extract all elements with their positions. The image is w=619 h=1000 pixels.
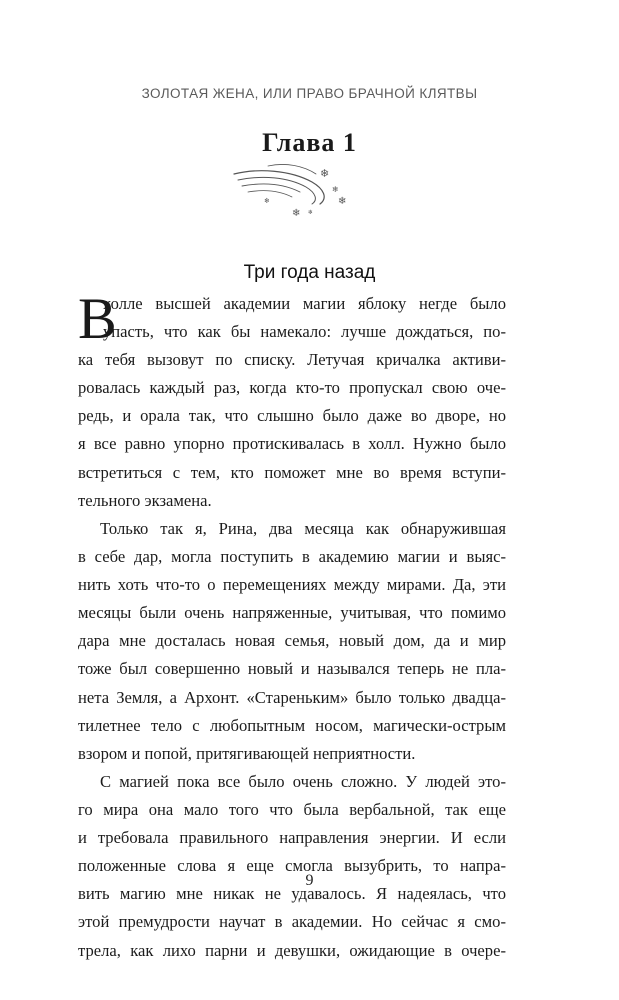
- svg-text:❄: ❄: [320, 167, 330, 180]
- swirl-ornament-icon: [228, 162, 358, 224]
- paragraph-2: [78, 515, 506, 768]
- text-line: Только так я, Рина, два месяца как обнаружившая: [100, 519, 506, 538]
- text-line: тельного экзамена.: [78, 490, 212, 510]
- chapter-title: Глава 1: [262, 128, 357, 157]
- page-number: 9: [305, 872, 314, 889]
- section-title: Три года назад: [243, 262, 376, 283]
- text-line: месяцы были очень напряженные, учитывая, что помимо: [78, 603, 506, 623]
- drop-cap: В: [78, 286, 117, 351]
- text-line: этой премудрости научат в академии. Но сейчас я смо-: [78, 912, 506, 932]
- text-line: С магией пока все было очень сложно. У людей это-: [100, 772, 506, 791]
- svg-text:❄: ❄: [338, 196, 347, 207]
- text-line: вить магию мне никак не удавалось. Я надеялась, что: [78, 884, 506, 904]
- text-line: тилетнее тело с любопытным носом, магически-острым: [78, 715, 506, 735]
- text-line: трела, как лихо парни и девушки, ожидающие в очере-: [78, 940, 506, 960]
- text-line: редь, и орала так, что слышно было даже во дворе, но: [78, 406, 506, 426]
- svg-text:❄: ❄: [292, 208, 301, 219]
- text-line: ровалась каждый раз, когда кто-то пропускал свою оче-: [78, 378, 506, 398]
- text-line: холле высшей академии магии яблоку негде было: [103, 294, 506, 313]
- paragraph-1: [78, 286, 506, 515]
- text-line: в себе дар, могла поступить в академию магии и выяс-: [78, 547, 506, 567]
- svg-text:❄: ❄: [332, 185, 339, 194]
- text-line: го мира она мало того что была вербальной, так еще: [78, 800, 506, 820]
- paragraph-3: [78, 768, 506, 965]
- text-line: нить хоть что-то о перемещениях между мирами. Да, эти: [78, 575, 506, 595]
- text-line: положенные слова я еще смогла вызубрить, то напра-: [78, 856, 506, 876]
- running-header: ЗОЛОТАЯ ЖЕНА, ИЛИ ПРАВО БРАЧНОЙ КЛЯТВЫ: [141, 86, 478, 101]
- text-line: и требовала правильного направления энергии. И если: [78, 828, 506, 848]
- text-line: встретиться с тем, кто поможет мне во время вступи-: [78, 462, 506, 482]
- text-line: я все равно упорно протискивалась в холл. Нужно было: [78, 434, 506, 454]
- text-line: нета Земля, а Архонт. «Стареньким» было только двадца-: [78, 687, 506, 707]
- svg-text:❄: ❄: [264, 197, 270, 205]
- text-line: взором и попой, притягивающей неприятности.: [78, 743, 416, 763]
- text-line: ка тебя вызовут по списку. Летучая кричалка активи-: [78, 350, 506, 370]
- text-line: тоже был совершенно новый и назывался теперь не пла-: [78, 659, 506, 679]
- svg-text:❄: ❄: [308, 209, 314, 216]
- text-line: упасть, что как бы намекало: лучше дождаться, по-: [103, 322, 506, 342]
- text-line: дара мне досталась новая семья, новый дом, да и мир: [78, 631, 506, 651]
